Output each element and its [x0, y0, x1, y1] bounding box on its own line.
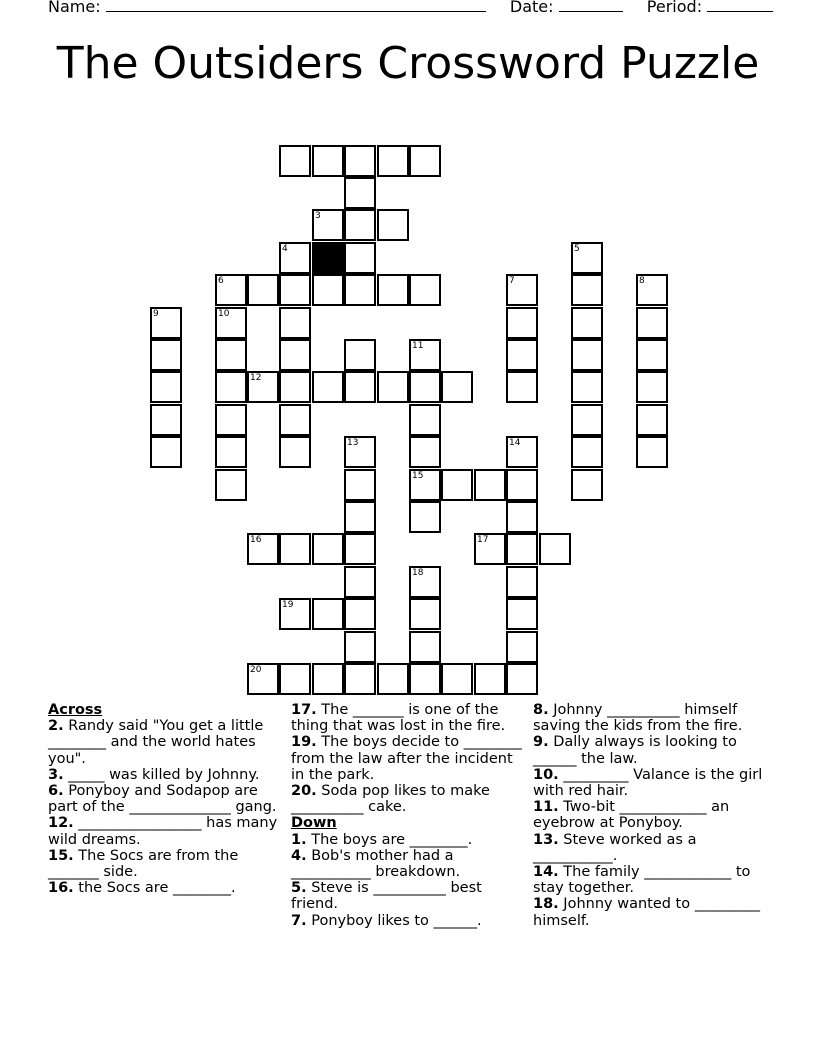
date-label: Date: [509, 0, 554, 16]
crossword-cell[interactable] [571, 436, 603, 468]
crossword-cell[interactable] [344, 598, 376, 630]
crossword-cell[interactable] [312, 209, 344, 241]
crossword-cell[interactable] [571, 404, 603, 436]
period-label: Period: [646, 0, 703, 16]
crossword-cell[interactable] [279, 242, 311, 274]
crossword-cell[interactable] [279, 307, 311, 339]
crossword-cell[interactable] [409, 274, 441, 306]
crossword-cell[interactable] [344, 469, 376, 501]
crossword-cell[interactable] [312, 274, 344, 306]
clue-number-label: 13 [347, 438, 359, 448]
crossword-cell[interactable] [506, 339, 538, 371]
crossword-cell[interactable] [312, 598, 344, 630]
clue-number-label: 5 [574, 244, 580, 254]
clue-down-9[interactable]: 9. Dally always is looking to ______ the law. [533, 734, 737, 767]
crossword-cell[interactable] [312, 145, 344, 177]
clue-across-6[interactable]: 6. Ponyboy and Sodapop are part of the ______________ gang. [48, 783, 277, 816]
crossword-cell[interactable] [150, 339, 182, 371]
clue-across-19[interactable]: 19. The boys decide to ________ from the law after the incident in the park. [291, 734, 522, 783]
crossword-cell[interactable] [474, 533, 506, 565]
clue-number-label: 17 [477, 535, 489, 545]
clue-number-label: 3 [315, 211, 321, 221]
clue-number-label: 4 [282, 244, 288, 254]
crossword-cell[interactable] [344, 663, 376, 695]
crossword-cell[interactable] [150, 307, 182, 339]
clue-down-1[interactable]: 1. The boys are ________. [291, 831, 473, 848]
crossword-cell[interactable] [247, 663, 279, 695]
crossword-cell[interactable] [506, 274, 538, 306]
crossword-black-cell [312, 242, 344, 274]
crossword-cell[interactable] [312, 663, 344, 695]
crossword-cell[interactable] [215, 307, 247, 339]
crossword-cell[interactable] [279, 145, 311, 177]
crossword-cell[interactable] [409, 501, 441, 533]
crossword-cell[interactable] [344, 436, 376, 468]
crossword-cell[interactable] [377, 145, 409, 177]
crossword-cell[interactable] [571, 469, 603, 501]
clue-across-17[interactable]: 17. The _______ is one of the thing that was lost in the fire. [291, 702, 506, 735]
crossword-cell[interactable] [150, 371, 182, 403]
crossword-cell[interactable] [247, 274, 279, 306]
crossword-cell[interactable] [247, 371, 279, 403]
crossword-cell[interactable] [506, 663, 538, 695]
clue-number-label: 6 [218, 276, 224, 286]
clue-down-10[interactable]: 10. _________ Valance is the girl with red hair. [533, 766, 763, 800]
clue-down-8[interactable]: 8. Johnny __________ himself saving the kids from the fire. [533, 702, 743, 735]
crossword-cell[interactable] [215, 371, 247, 403]
crossword-cell[interactable] [506, 598, 538, 630]
clue-number-label: 18 [412, 568, 424, 578]
clue-number-label: 10 [218, 309, 230, 319]
crossword-cell[interactable] [571, 371, 603, 403]
crossword-cell[interactable] [344, 209, 376, 241]
page-title: The Outsiders Crossword Puzzle [56, 38, 760, 89]
clue-number-label: 11 [412, 341, 424, 351]
crossword-cell[interactable] [539, 533, 571, 565]
clue-across-3[interactable]: 3. _____ was killed by Johnny. [48, 766, 260, 783]
clue-number-label: 7 [509, 276, 515, 286]
crossword-cell[interactable] [409, 631, 441, 663]
across-heading: Across [48, 702, 103, 718]
crossword-cell[interactable] [506, 631, 538, 663]
crossword-cell[interactable] [377, 663, 409, 695]
crossword-cell[interactable] [636, 274, 668, 306]
crossword-cell[interactable] [409, 145, 441, 177]
crossword-cell[interactable] [279, 371, 311, 403]
crossword-cell[interactable] [279, 598, 311, 630]
crossword-cell[interactable] [409, 598, 441, 630]
crossword-cell[interactable] [571, 307, 603, 339]
crossword-cell[interactable] [506, 371, 538, 403]
crossword-cell[interactable] [506, 436, 538, 468]
crossword-cell[interactable] [344, 501, 376, 533]
crossword-cell[interactable] [636, 307, 668, 339]
crossword-cell[interactable] [409, 469, 441, 501]
crossword-cell[interactable] [506, 533, 538, 565]
crossword-cell[interactable] [344, 371, 376, 403]
crossword-cell[interactable] [409, 404, 441, 436]
clue-down-13[interactable]: 13. Steve worked as a ___________. [533, 831, 697, 864]
clue-number-label: 14 [509, 438, 521, 448]
crossword-cell[interactable] [636, 436, 668, 468]
crossword-cell[interactable] [279, 274, 311, 306]
clue-across-20[interactable]: 20. Soda pop likes to make __________ cake. [291, 783, 490, 816]
crossword-cell[interactable] [377, 274, 409, 306]
crossword-cell[interactable] [344, 631, 376, 663]
crossword-cell[interactable] [344, 177, 376, 209]
crossword-cell[interactable] [344, 145, 376, 177]
clue-down-7[interactable]: 7. Ponyboy likes to ______. [291, 912, 482, 929]
crossword-cell[interactable] [409, 339, 441, 371]
crossword-cell[interactable] [279, 663, 311, 695]
clue-down-14[interactable]: 14. The family ____________ to stay together. [533, 864, 751, 897]
clue-across-12[interactable]: 12. _________________ has many wild dreams. [48, 815, 278, 848]
crossword-cell[interactable] [409, 663, 441, 695]
crossword-cell[interactable] [312, 533, 344, 565]
clue-number-label: 16 [250, 535, 262, 545]
crossword-cell[interactable] [344, 242, 376, 274]
crossword-cell[interactable] [441, 663, 473, 695]
crossword-cell[interactable] [344, 533, 376, 565]
name-label: Name: [48, 0, 101, 16]
crossword-cell[interactable] [571, 339, 603, 371]
clue-column-1 [48, 702, 280, 896]
crossword-cell[interactable] [377, 371, 409, 403]
clue-number-label: 20 [250, 665, 262, 675]
crossword-cell[interactable] [247, 533, 279, 565]
crossword-cell[interactable] [215, 469, 247, 501]
crossword-cell[interactable] [215, 274, 247, 306]
crossword-cell[interactable] [474, 469, 506, 501]
crossword-cell[interactable] [215, 404, 247, 436]
crossword-cell[interactable] [344, 274, 376, 306]
crossword-cell[interactable] [409, 566, 441, 598]
crossword-cell[interactable] [636, 371, 668, 403]
clue-number-label: 19 [282, 600, 294, 610]
clue-across-2[interactable]: 2. Randy said "You get a little ________ and the world hates you". [48, 718, 264, 767]
crossword-cell[interactable] [506, 501, 538, 533]
crossword-cell[interactable] [377, 209, 409, 241]
crossword-cell[interactable] [150, 436, 182, 468]
crossword-cell[interactable] [279, 404, 311, 436]
crossword-cell[interactable] [344, 566, 376, 598]
crossword-cell[interactable] [571, 274, 603, 306]
crossword-cell[interactable] [636, 339, 668, 371]
clue-number-label: 9 [153, 309, 159, 319]
crossword-cell[interactable] [215, 339, 247, 371]
crossword-cell[interactable] [441, 469, 473, 501]
crossword-cell[interactable] [279, 436, 311, 468]
crossword-cell[interactable] [344, 339, 376, 371]
crossword-cell[interactable] [474, 663, 506, 695]
crossword-cell[interactable] [506, 307, 538, 339]
crossword-cell[interactable] [506, 566, 538, 598]
clue-across-15[interactable]: 15. The Socs are from the _______ side. [48, 847, 239, 881]
crossword-cell[interactable] [312, 371, 344, 403]
crossword-cell[interactable] [636, 404, 668, 436]
clue-number-label: 15 [412, 471, 424, 481]
crossword-cell[interactable] [441, 371, 473, 403]
crossword-cell[interactable] [571, 242, 603, 274]
crossword-cell[interactable] [279, 533, 311, 565]
clue-down-5[interactable]: 5. Steve is __________ best friend. [291, 880, 482, 913]
crossword-cell[interactable] [506, 469, 538, 501]
clue-down-4[interactable]: 4. Bob's mother had a ___________ breakdown. [291, 847, 461, 881]
down-heading: Down [291, 815, 337, 832]
crossword-cell[interactable] [279, 339, 311, 371]
clue-number-label: 8 [639, 276, 645, 286]
crossword-cell[interactable] [150, 404, 182, 436]
clue-across-16[interactable]: 16. the Socs are ________. [48, 880, 236, 897]
crossword-cell[interactable] [215, 436, 247, 468]
clue-number-label: 12 [250, 373, 262, 383]
crossword-cell[interactable] [409, 436, 441, 468]
crossword-cell[interactable] [409, 371, 441, 403]
clue-column-3 [533, 702, 773, 929]
clue-column-2 [291, 702, 523, 929]
clue-down-11[interactable]: 11. Two-bit ____________ an eyebrow at Ponyboy. [533, 799, 730, 832]
clue-down-18[interactable]: 18. Johnny wanted to _________ himself. [533, 896, 760, 929]
